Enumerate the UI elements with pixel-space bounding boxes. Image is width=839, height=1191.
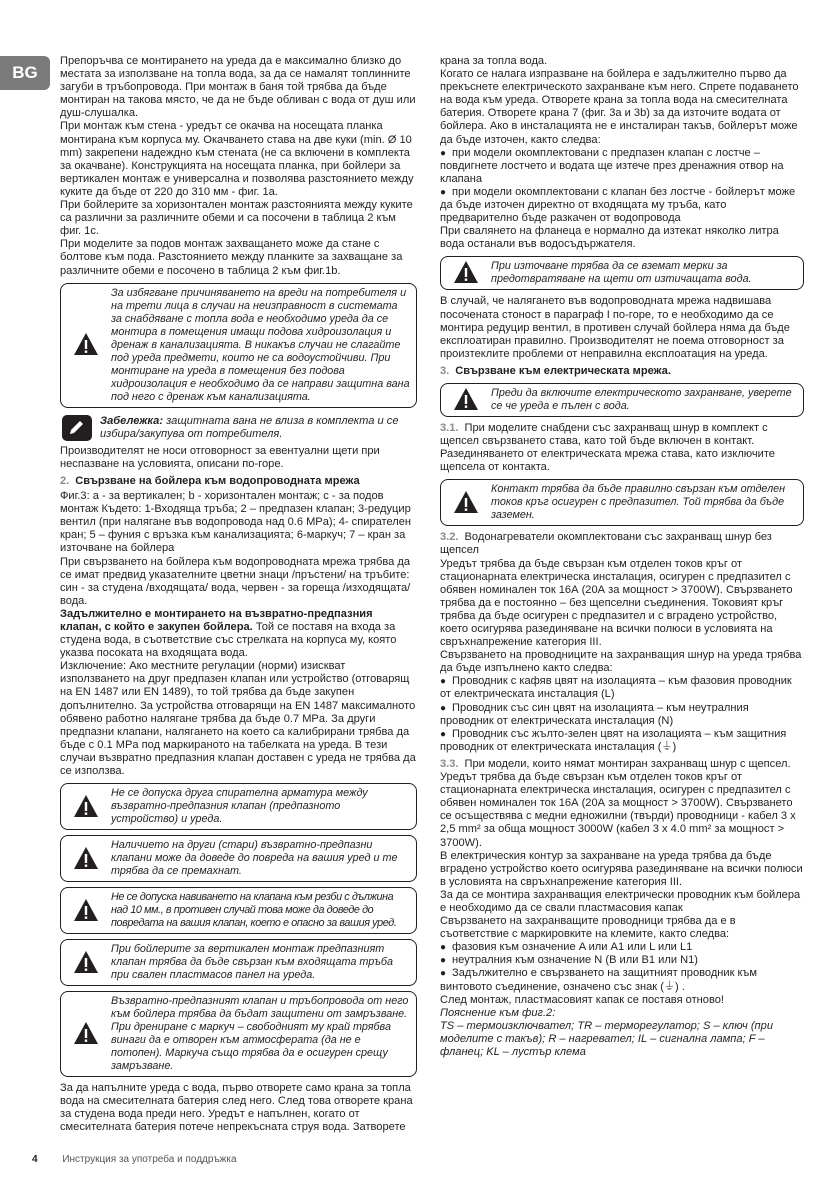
section-heading-3: 3. Свързване към електрическата мрежа. bbox=[440, 364, 671, 377]
paragraph: В случай, че налягането във водопроводната мрежа надвишава посочената стоност в параграф I по-горе, то е необходимо да се монтира редуцир вентил, в противен случай бойлера няма да бъде експлоатиран правилно. Производителят не поема отговорност за произтеклите проблеми от неправилна експлоатация на уреда. bbox=[440, 295, 790, 360]
warning-icon bbox=[73, 950, 99, 974]
paragraph: При бойлерите за хоризонтален монтаж разстоянията между куките са различни за различните обеми и са посочени в таблица 2 към фиг. 1с. bbox=[60, 199, 413, 238]
note-text: защитната вана не влиза в комплекта и се избира/закупува от потребителя. bbox=[100, 414, 399, 440]
paragraph: При монтаж към стена - уредът се окачва на носещата планка монтирана към корпуса му. Окачването става на две куки (min. Ø 10 mm) закрепени надеждно към стената (не са включени в комплекта за окачване). Конструкцията на носещата планка, при бойлери за вертикален монтаж е универсална и позволява разстоянието между куките да бъде от 220 до 310 мм - фиг. 1а. bbox=[60, 120, 414, 198]
paragraph: В електрическия контур за захранване на уреда трябва да бъде вградено устройство което осигурява разединяване на всички полюси в условията на свръхнапрежение категория III. bbox=[440, 849, 803, 888]
warning-box bbox=[60, 283, 417, 408]
bullet-item: ● при модели окомплектовани с клапан без лостче - бойлерът може да бъде източен директно от входящата му тръба, като предварително бъде разкачен от водопровода bbox=[440, 186, 804, 225]
paragraph: За да се монтира захранващия електрически проводник към бойлера е необходимо да се свали пластмасовия капак bbox=[440, 888, 801, 914]
warning-box bbox=[60, 835, 417, 882]
bullet-item: ● Проводник със жълто-зелен цвят на изолацията – към защитния проводник от електрическата инсталация (⏚) bbox=[440, 728, 804, 754]
warning-box bbox=[440, 383, 804, 417]
bullet-item: ● Проводник с кафяв цвят на изолацията – към фазовия проводник от електрическата инсталация (L) bbox=[440, 675, 804, 701]
warning-box bbox=[60, 939, 417, 986]
paragraph: Когато се налага изпразване на бойлера е задължително първо да прекъснете електрическото захранване към него. Спрете подаването на вода към уреда. Отворете крана за топла вода на смесителната батерия. Отворете крана 7 (фиг. 3а и 3b) за да източите водата от бойлера. Ако в инсталацията не е инсталиран такъв, бойлерът може да бъде източен, както следва: bbox=[440, 68, 799, 146]
warning-icon bbox=[73, 846, 99, 870]
warning-text: Не се допуска друга спирателна арматура между възвратно-предпазния клапан (предпазното устройство) и уреда. bbox=[111, 787, 368, 826]
warning-icon bbox=[73, 898, 99, 922]
figure-legend-title: Пояснение към фиг.2: bbox=[440, 1006, 556, 1019]
right-column bbox=[440, 55, 804, 1059]
warning-box bbox=[60, 783, 417, 830]
warning-icon bbox=[453, 260, 479, 284]
page-footer bbox=[32, 1154, 237, 1165]
pencil-icon bbox=[62, 415, 92, 441]
paragraph: Препоръчва се монтирането на уреда да е максимално близко до местата за използване на топла вода, за да се намалят топлинните загуби в тръбопровода. При монтаж в баня той трябва да бъде монтиран на такова място, че да не бъде обливан с вода от душ или душ-слушалка. bbox=[60, 55, 416, 120]
warning-text: Преди да включите електрическото захранване, уверете се че уреда е пълен с вода. bbox=[491, 386, 792, 412]
paragraph: Свързването на захранващите проводници трябва да е в съответствие с маркировките на клемите, както следва: bbox=[440, 915, 736, 941]
warning-box bbox=[440, 479, 804, 526]
paragraph: При свързването на бойлера към водопроводната мрежа трябва да се имат предвид указателните цветни знаци /пръстени/ на тръбите: син - за студена /входящата/ вода, червен - за гореща /изходящата/ вода. bbox=[60, 555, 411, 607]
page-number: 4 bbox=[32, 1154, 38, 1165]
paragraph: При свалянето на фланеца е нормално да изтекат няколко литра вода останали във водосъдържателя. bbox=[440, 225, 779, 251]
paragraph: Уредът трябва да бъде свързан към отделен токов кръг от стационарната електрическа инсталация, осигурен с предпазител с обявен номинален ток 16А (20А за мощност > 3700W). Свързването трябва да е постоянно – без щепселни съединения. Токовият кръг трябва да бъде осигурен с предпазител и с вградено устройство, което осигурява разединяване на всички полюси в условията на свръхнапрежение категория III. bbox=[440, 557, 793, 649]
paragraph: Фиг.3: a - за вертикален; b - хоризонтален монтаж; c - за подов монтаж Където: 1-Входяща тръба; 2 – предпазен клапан; 3-редуцир вентил (при налягане във водопровода над 0.6 MPa); 4- спирателен кран; 5 – фуния с връзка към канализацията; 6-маркуч; 7 – кран за източване на бойлера bbox=[60, 490, 412, 555]
warning-icon bbox=[73, 332, 99, 356]
subsection-3-1: 3.1. При моделите снабдени със захранващ шнур в комплект с щепсел свързването става, като той бъде включен в контакт. Разединяването от електрическата мрежа става, като изключите щепсела от контакта. bbox=[440, 421, 775, 474]
subsection-3-2: 3.2. Водонагреватели окомплектовани със захранващ шнур без щепсел bbox=[440, 531, 772, 557]
paragraph: След монтаж, пластмасовият капак се поставя отново! bbox=[440, 993, 724, 1006]
warning-icon bbox=[453, 387, 479, 411]
left-column bbox=[60, 55, 417, 1135]
warning-text: При източване трябва да се вземат мерки за предотвратяване на щети от изтичащата вода. bbox=[491, 260, 752, 286]
note-block bbox=[60, 413, 417, 443]
warning-icon bbox=[73, 794, 99, 818]
subsection-3-3: 3.3. При модели, които нямат монтиран захранващ шнур с щепсел. Уредът трябва да бъде свързан към отделен токов кръг от стационарната електрическа инсталация, осигурен с предпазител с обявен номинален ток 16А (20А за мощност > 3700W). Свързването се осъществява с медни едножилни (твърди) проводници - кабел 3 х 2,5 mm² за обща мощност 3000W (кабел 3 х 4.0 mm² за мощност > 3700W). bbox=[440, 757, 796, 849]
paragraph: Изключение: Ако местните регулации (норми) изискват използването на друг предпазен клапан или устройство (отговарящ на EN 1487 или EN 1489), то той трябва да бъде закупен допълнително. За устройства отговарящи на EN 1487 максималното обявено работно налягане трябва да бъде 0.7 MPa. За други предпазни клапани, налягането на което са калибрирани трябва да бъде с 0.1 MPa под маркираното на табелката на уреда. В тези случаи възвратно предпазния клапан доставен с уреда не трябва да се използва. bbox=[60, 660, 416, 778]
warning-box bbox=[440, 256, 804, 290]
figure-legend: TS – термоизключвател; TR – терморегулатор; S – ключ (при моделите с такъв); R – нагревател; IL – сигнална лампа; F – фланец; KL – лустър клема bbox=[440, 1019, 773, 1058]
language-tab: BG bbox=[0, 56, 50, 90]
warning-box bbox=[60, 991, 417, 1077]
paragraph: Производителят не носи отговорност за евентуални щети при неспазване на условията, описани по-горе. bbox=[60, 444, 380, 470]
paragraph: При моделите за подов монтаж захващането може да стане с болтове към пода. Разстоянието между планките за захващане за различните обеми е посочено в таблица 2 към фиг.1b. bbox=[60, 238, 403, 277]
warning-text: Наличието на други (стари) възвратно-предпазни клапани може да доведе до повреда на вашия уред и те трябва да се премахнат. bbox=[111, 839, 398, 878]
warning-text: Не се допуска навиването на клапана към резби с дължина над 10 мм., в противен случай това може да доведе до повредата на вашия клапан, което е опасно за вашия уред. bbox=[111, 891, 397, 930]
bullet-item: ● Проводник със син цвят на изолацията – към неутралния проводник от електрическата инсталация (N) bbox=[440, 702, 804, 728]
warning-box bbox=[60, 887, 417, 934]
paragraph: Задължително е монтирането на възвратно-предпазния клапан, с който е закупен бойлера. Той се поставя на входа за студена вода, в съответствие със стрелката на корпуса му, която указва посоката на входящата вода. bbox=[60, 607, 397, 660]
warning-text: За избягване причиняването на вреди на потребителя и на трети лица в случаи на неизправност в системата за снабдяване с топла вода е необходимо уреда да се монтира в помещения имащи подова хидроизолация и дренаж в канализацията. В никакъв случаи не слагайте под уреда предмети, които не са водоустойчиви. При монтиране на уреда в помещения без подова хидроизолация е необходимо да се направи защитна вана под него с дренаж към канализацията. bbox=[111, 286, 410, 403]
bullet-item: ● фазовия към означение A или A1 или L или L1 bbox=[440, 941, 804, 954]
footer-title: Инструкция за употреба и поддръжка bbox=[62, 1154, 237, 1165]
warning-icon bbox=[73, 1021, 99, 1045]
warning-icon bbox=[453, 490, 479, 514]
warning-text: Възвратно-предпазният клапан и тръбопровода от него към бойлера трябва да бъдат защитени от замръзване. При дрениране с маркуч – свободният му край трябва винаги да е отворен към атмосферата (да не е потопен). Маркуча също трябва да е осигурен срещу замръзване. bbox=[111, 995, 409, 1073]
section-heading-2: 2. Свързване на бойлера към водопроводната мрежа bbox=[60, 474, 360, 487]
note-label: Забележка: bbox=[100, 414, 164, 427]
bullet-item: ● при модели окомплектовани с предпазен клапан с лостче – повдигнете лостчето и водата ще изтече през дренажния отвор на клапана bbox=[440, 147, 804, 186]
warning-text: При бойлерите за вертикален монтаж предпазният клапан трябва да бъде свързан към входящата тръба при свален пластмасов панел на уреда. bbox=[111, 943, 394, 982]
paragraph: крана за топла вода. bbox=[440, 55, 548, 67]
bullet-item: ● неутралния към означение N (B или B1 или N1) bbox=[440, 954, 804, 967]
paragraph: Свързването на проводниците на захранващия шнур на уреда трябва да бъде изпълнено както следва: bbox=[440, 649, 802, 675]
warning-text: Контакт трябва да бъде правилно свързан към отделен токов кръг осигурен с предпазител. Той трябва да бъде заземен. bbox=[491, 483, 786, 522]
paragraph: За да напълните уреда с вода, първо отворете само крана за топла вода на смесителната батерия след него. След това отворете крана за студена вода преди него. Уредът е напълнен, когато от смесителната батерия потече непрекъсната струя вода. Затворете bbox=[60, 1082, 413, 1134]
bullet-item: ● Задължително е свързването на защитният проводник към винтовото съединение, означено със знак (⏚) . bbox=[440, 967, 804, 993]
